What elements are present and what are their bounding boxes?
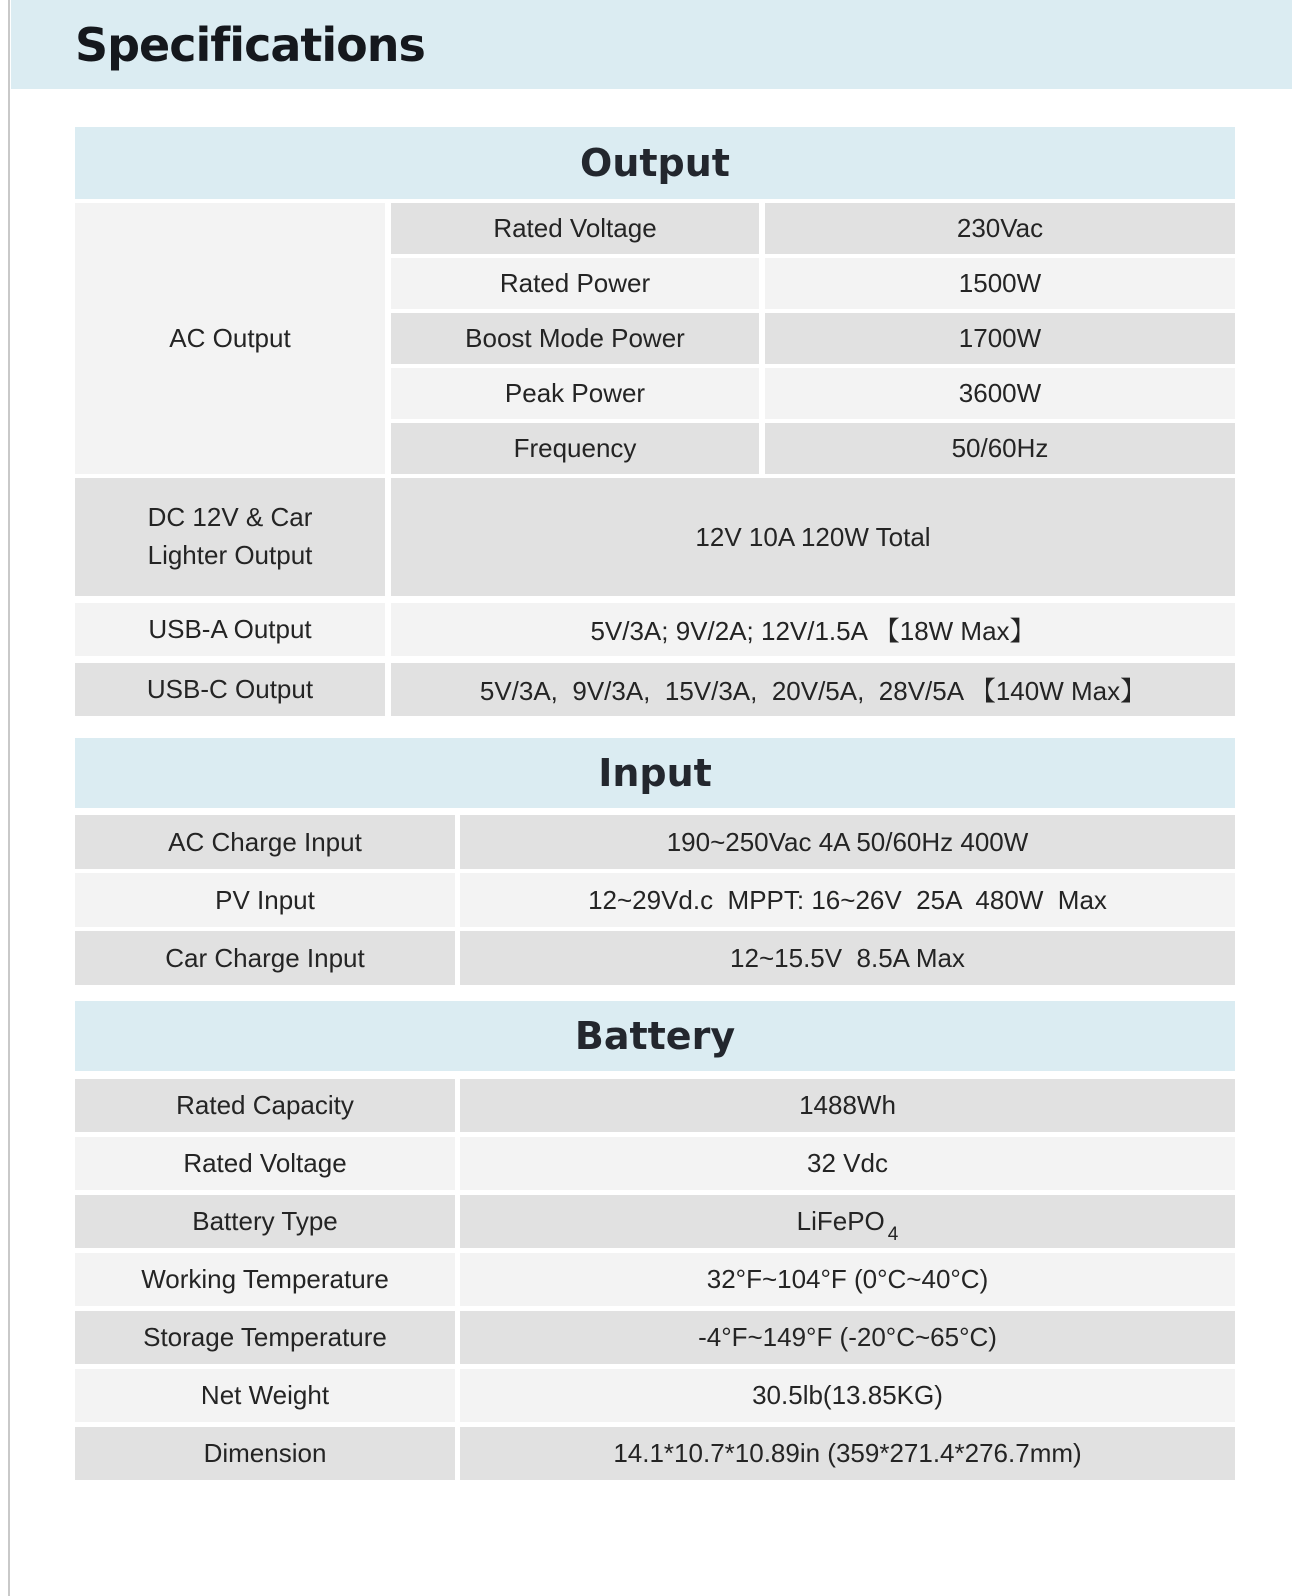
- spec-value: 1700W: [765, 313, 1235, 364]
- battery-type-subscript: 4: [887, 1224, 899, 1245]
- spec-value: -4°F~149°F (-20°C~65°C): [460, 1311, 1235, 1364]
- spec-value-dc-output: 12V 10A 120W Total: [391, 478, 1235, 596]
- dc-output-row: [75, 478, 1235, 596]
- page-title: Specifications: [75, 17, 425, 72]
- spec-label: Rated Capacity: [75, 1079, 455, 1132]
- section-title-output: Output: [580, 141, 730, 185]
- ac-output-table: [75, 203, 1235, 474]
- spec-value-usb-a: 5V/3A; 9V/2A; 12V/1.5A 【18W Max】: [391, 603, 1235, 656]
- section-header-output: [75, 127, 1235, 199]
- input-table: [75, 815, 1235, 985]
- section-header-input: [75, 738, 1235, 808]
- page-header-banner: [11, 0, 1292, 89]
- spec-label: PV Input: [75, 873, 455, 927]
- spec-value: 230Vac: [765, 203, 1235, 254]
- spec-label: Net Weight: [75, 1369, 455, 1422]
- spec-value: 30.5lb(13.85KG): [460, 1369, 1235, 1422]
- spec-label: Car Charge Input: [75, 931, 455, 985]
- spec-label: Storage Temperature: [75, 1311, 455, 1364]
- spec-label-text: DC 12V & Car Lighter Output: [147, 502, 320, 570]
- section-title-input: Input: [598, 751, 712, 795]
- spec-label: Working Temperature: [75, 1253, 455, 1306]
- spec-label: Peak Power: [391, 368, 759, 419]
- spec-label-dc-output: [75, 478, 385, 596]
- spec-label: Dimension: [75, 1427, 455, 1480]
- spec-value: 32°F~104°F (0°C~40°C): [460, 1253, 1235, 1306]
- page-left-border: [8, 0, 10, 1596]
- section-title-battery: Battery: [574, 1014, 736, 1058]
- spec-value: 32 Vdc: [460, 1137, 1235, 1190]
- spec-label-ac-output: AC Output: [75, 203, 385, 474]
- spec-tables: [75, 127, 1235, 1480]
- usb-a-output-row: [75, 603, 1235, 656]
- usb-c-output-row: [75, 663, 1235, 716]
- spec-label: Rated Voltage: [391, 203, 759, 254]
- spec-value: 50/60Hz: [765, 423, 1235, 474]
- spec-value: 12~15.5V 8.5A Max: [460, 931, 1235, 985]
- spec-value-usb-c: 5V/3A, 9V/3A, 15V/3A, 20V/5A, 28V/5A 【140W Max】: [391, 663, 1235, 716]
- spec-value: 1500W: [765, 258, 1235, 309]
- spec-label: Boost Mode Power: [391, 313, 759, 364]
- spec-value: 1488Wh: [460, 1079, 1235, 1132]
- spec-label-usb-a: USB-A Output: [75, 603, 385, 656]
- spec-label-usb-c: USB-C Output: [75, 663, 385, 716]
- battery-type-text: LiFePO: [796, 1206, 885, 1236]
- spec-label: Frequency: [391, 423, 759, 474]
- section-header-battery: [75, 1001, 1235, 1071]
- spec-label: Rated Voltage: [75, 1137, 455, 1190]
- spec-value-battery-type: [460, 1195, 1235, 1248]
- battery-table: [75, 1079, 1235, 1480]
- spec-value: 14.1*10.7*10.89in (359*271.4*276.7mm): [460, 1427, 1235, 1480]
- spec-value: 12~29Vd.c MPPT: 16~26V 25A 480W Max: [460, 873, 1235, 927]
- spec-label: Battery Type: [75, 1195, 455, 1248]
- spec-value: 3600W: [765, 368, 1235, 419]
- spec-value: 190~250Vac 4A 50/60Hz 400W: [460, 815, 1235, 869]
- spec-label: Rated Power: [391, 258, 759, 309]
- spec-label: AC Charge Input: [75, 815, 455, 869]
